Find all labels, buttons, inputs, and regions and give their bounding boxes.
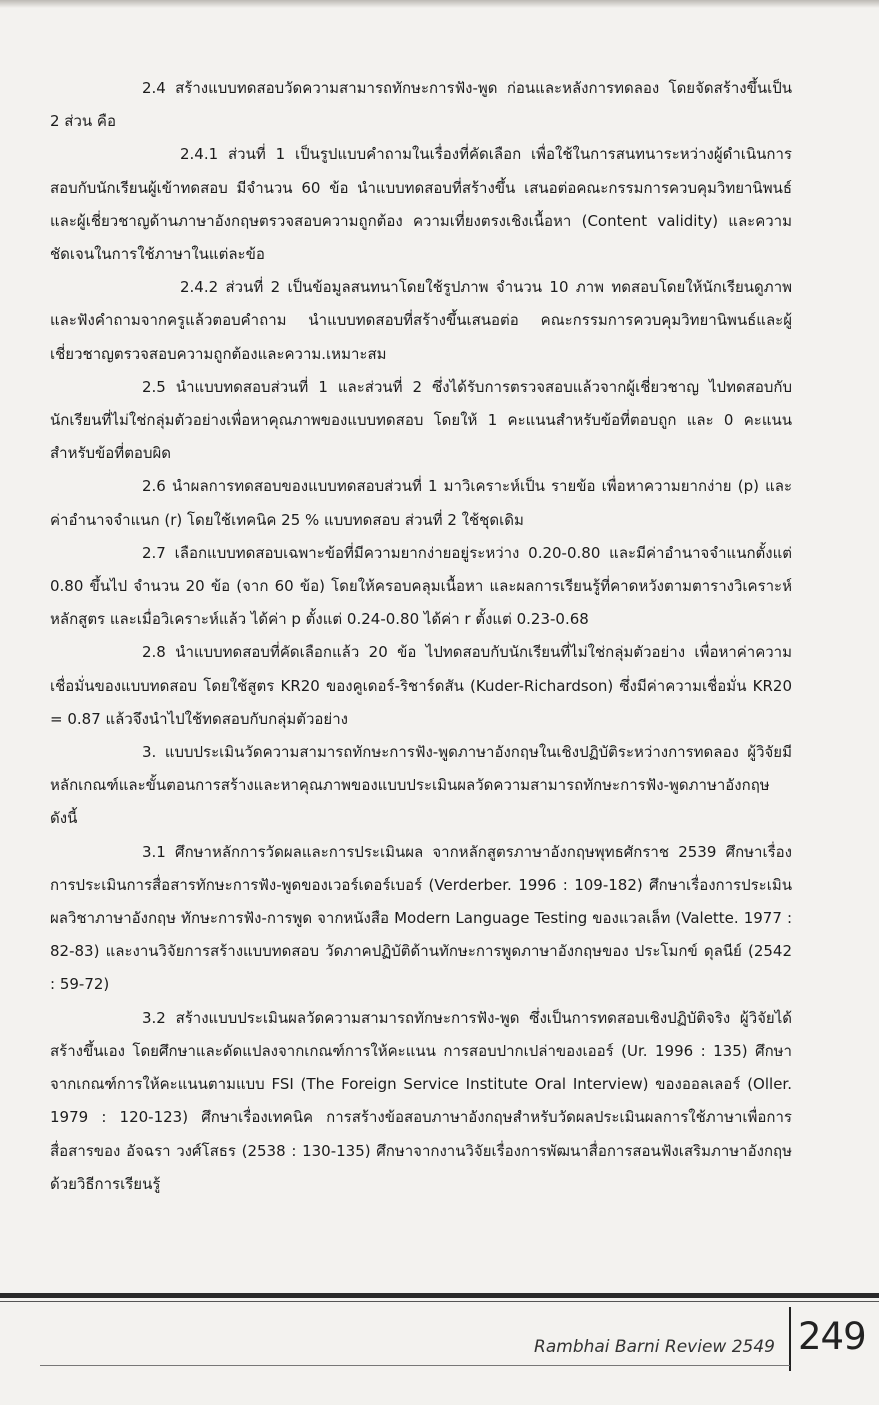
page-number: 249	[798, 1315, 866, 1358]
paragraph-2-4-2: 2.4.2 ส่วนที่ 2 เป็นข้อมูลสนทนาโดยใช้รูปภาพ จำนวน 10 ภาพ ทดสอบโดยให้นักเรียนดูภาพและฟังคำถามจากครูแล้วตอบคำถาม นำแบบทดสอบที่สร้างขึ้นเสนอต่อ คณะกรรมการควบคุมวิทยานิพนธ์และผู้เชี่ยวชาญตรวจสอบความถูกต้องและความ.เหมาะสม	[50, 278, 792, 363]
paragraph-2-4-1: 2.4.1 ส่วนที่ 1 เป็นรูปแบบคำถามในเรื่องที่คัดเลือก เพื่อใช้ในการสนทนาระหว่างผู้ดำเนินการสอบกับนักเรียนผู้เข้าทดสอบ มีจำนวน 60 ข้อ นำแบบทดสอบที่สร้างขึ้น เสนอต่อคณะกรรมการควบคุมวิทยานิพนธ์และผู้เชี่ยวชาญด้านภาษาอังกฤษตรวจสอบความถูกต้อง ความเที่ยงตรงเชิงเนื้อหา (Content validity) และความชัดเจนในการใช้ภาษาในแต่ละข้อ	[50, 145, 792, 264]
paragraph-2-5: 2.5 นำแบบทดสอบส่วนที่ 1 และส่วนที่ 2 ซึ่งได้รับการตรวจสอบแล้วจากผู้เชี่ยวชาญ ไปทดสอบกับนักเรียนที่ไม่ใช่กลุ่มตัวอย่างเพื่อหาคุณภาพของแบบทดสอบ โดยให้ 1 คะแนนสำหรับข้อที่ตอบถูก และ 0 คะแนนสำหรับข้อที่ตอบผิด	[50, 377, 792, 463]
journal-name: Rambhai Barni Review 2549	[534, 1337, 775, 1357]
paragraph-2-8: 2.8 นำแบบทดสอบที่คัดเลือกแล้ว 20 ข้อ ไปทดสอบกับนักเรียนที่ไม่ใช่กลุ่มตัวอย่าง เพื่อหาค่าความเชื่อมั่นของแบบทดสอบ โดยใช้สูตร KR20 ของคูเดอร์-ริชาร์ดสัน (Kuder-Richardson) ซึ่งมีค่าความเชื่อมั่น KR20 = 0.87 แล้วจึงนำไปใช้ทดสอบกับกลุ่มตัวอย่าง	[50, 643, 792, 728]
footer-rule-thick	[0, 1293, 879, 1298]
paragraph-2-4: 2.4 สร้างแบบทดสอบวัดความสามารถทักษะการฟัง-พูด ก่อนและหลังการทดลอง โดยจัดสร้างขึ้นเป็น 2 ส่วน คือ	[50, 79, 792, 131]
paragraph-3-1: 3.1 ศึกษาหลักการวัดผลและการประเมินผล จากหลักสูตรภาษาอังกฤษพุทธศักราช 2539 ศึกษาเรื่องการประเมินการสื่อสารทักษะการฟัง-พูดของเวอร์เดอร์เบอร์ (Verderber. 1996 : 109-182) ศึกษาเรื่องการประเมินผลวิชาภาษาอังกฤษ ทักษะการฟัง-การพูด จากหนังสือ Modern Language Testing ของแวลเล็ท (Valette. 1977 : 82-83) และงานวิจัยการสร้างแบบทดสอบ วัดภาคปฏิบัติด้านทักษะการพูดภาษาอังกฤษของ ประโมกข์ ดุลนีย์ (2542 : 59-72)	[50, 842, 792, 994]
footer-rule-thin	[0, 1301, 879, 1302]
page-number-divider	[789, 1307, 791, 1371]
paragraph-2-6: 2.6 นำผลการทดสอบของแบบทดสอบส่วนที่ 1 มาวิเคราะห์เป็น รายข้อ เพื่อหาความยากง่าย (p) และค่าอำนาจจำแนก (r) โดยใช้เทคนิค 25 % แบบทดสอบ ส่วนที่ 2 ใช้ชุดเดิม	[50, 477, 792, 529]
page-top-edge	[0, 0, 879, 8]
paragraph-3: 3. แบบประเมินวัดความสามารถทักษะการฟัง-พูดภาษาอังกฤษในเชิงปฏิบัติระหว่างการทดลอง ผู้วิจัยมีหลักเกณฑ์และขั้นตอนการสร้างและหาคุณภาพของแบบประเมินผลวัดความสามารถทักษะการฟัง-พูดภาษาอังกฤษ ดังนี้	[50, 743, 792, 828]
paragraph-2-7: 2.7 เลือกแบบทดสอบเฉพาะข้อที่มีความยากง่ายอยู่ระหว่าง 0.20-0.80 และมีค่าอำนาจจำแนกตั้งแต่ 0.80 ขึ้นไป จำนวน 20 ข้อ (จาก 60 ข้อ) โดยให้ครอบคลุมเนื้อหา และผลการเรียนรู้ที่คาดหวังตามตารางวิเคราะห์หลักสูตร และเมื่อวิเคราะห์แล้ว ได้ค่า p ตั้งแต่ 0.24-0.80 ได้ค่า r ตั้งแต่ 0.23-0.68	[50, 543, 792, 629]
footer-rule-bottom	[40, 1365, 790, 1366]
paragraph-3-2: 3.2 สร้างแบบประเมินผลวัดความสามารถทักษะการฟัง-พูด ซึ่งเป็นการทดสอบเชิงปฏิบัติจริง ผู้วิจัยได้สร้างขึ้นเอง โดยศึกษาและดัดแปลงจากเกณฑ์การให้คะแนน การสอบปากเปล่าของเออร์ (Ur. 1996 : 135) ศึกษาจากเกณฑ์การให้คะแนนตามแบบ FSI (The Foreign Service Institute Oral Interview) ของออลเลอร์ (Oller. 1979 : 120-123) ศึกษาเรื่องเทคนิค การสร้างข้อสอบภาษาอังกฤษสำหรับวัดผลประเมินผลการใช้ภาษาเพื่อการสื่อสารของ อัจฉรา วงศ์โสธร (2538 : 130-135) ศึกษาจากงานวิจัยเรื่องการพัฒนาสื่อการสอนฟังเสริมภาษาอังกฤษ ด้วยวิธีการเรียนรู้	[50, 1008, 792, 1193]
document-body	[50, 72, 792, 1201]
